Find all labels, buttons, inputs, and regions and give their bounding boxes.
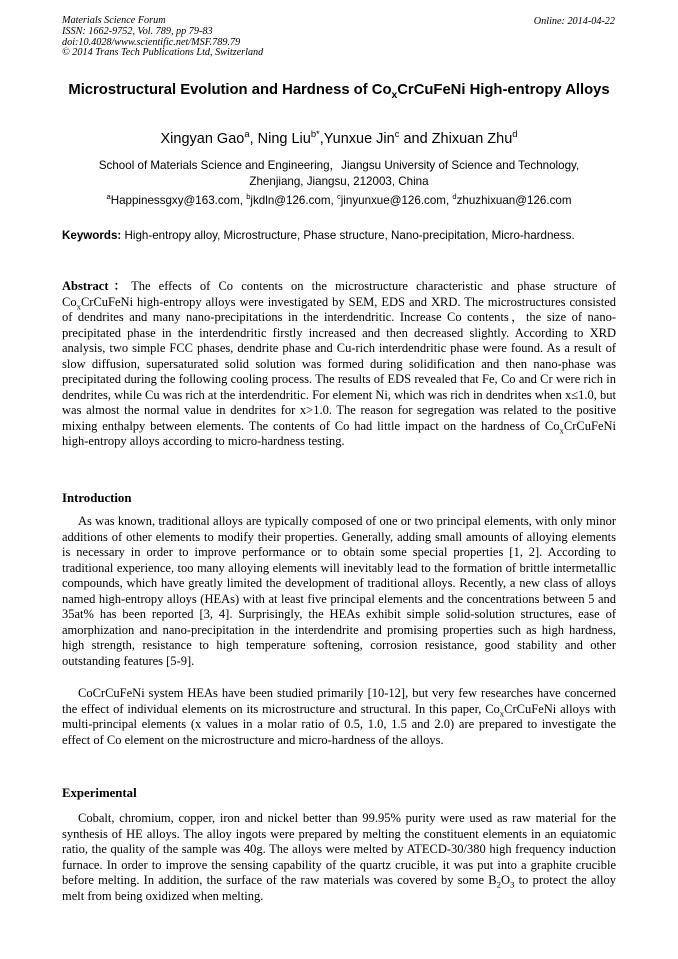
doi-line: doi:10.4028/www.scientific.net/MSF.789.79 (62, 36, 241, 48)
email-sup: d (452, 192, 457, 202)
email-list (62, 193, 616, 208)
author-sup: a (244, 128, 250, 140)
author-list (62, 130, 616, 148)
copyright-line: © 2014 Trans Tech Publications Ltd, Switzerland (62, 47, 264, 59)
affiliation (62, 158, 616, 189)
section-heading-experimental: Experimental (62, 786, 137, 800)
paragraph-text: O (501, 873, 511, 887)
author-name: Yunxue Jin (323, 131, 395, 147)
paragraph-text: Cobalt, chromium, copper, iron and nickel better than 99.95% purity were used as raw material for the synthesis of HE alloys. The alloy ingots were prepared by melting the constituent elements in an equiatomic ratio, the quality of the sample was 40g. The alloys were melted by ATECD-30/380 high frequency induction furnace. In order to improve the sensing capability of the quartz crucible, it was put into a graphite crucible before melting. In addition, the surface of the raw materials was covered by some B (62, 811, 616, 887)
paragraph-sub: 2 (496, 879, 501, 890)
title-sub: x (391, 89, 398, 101)
author-sep: , (249, 131, 258, 147)
paragraph-sub: 3 (510, 879, 515, 890)
email-address: jinyunxue@126.com, (340, 194, 453, 207)
keywords-label: Keywords: (62, 229, 122, 242)
keywords-text: High-entropy alloy, Microstructure, Phase structure, Nano-precipitation, Micro-hardness. (121, 229, 575, 242)
email-sup: c (336, 192, 341, 202)
abstract-text: The effects of Co contents on the microstructure characteristic and phase structure of Co (62, 279, 617, 309)
affiliation-line: School of Materials Science and Engineering，Jiangsu University of Science and Technology, (98, 159, 580, 172)
abstract (62, 279, 616, 450)
author-sup: b* (310, 128, 320, 140)
email-address: zhuzhixuan@126.com (456, 194, 572, 207)
online-date: Online: 2014-04-22 (533, 16, 615, 27)
paper-title (62, 81, 616, 99)
author-name: Zhixuan Zhu (431, 131, 513, 147)
paragraph-text: CoCrCuFeNi system HEAs have been studied primarily [10-12], but very few researches have concerned the effect of individual elements on its microstructure and structural. In this paper, Co (62, 686, 616, 716)
introduction-paragraph-2 (62, 686, 616, 748)
author-sep: , (319, 131, 324, 147)
abstract-label: Abstract： (62, 279, 132, 293)
affiliation-line: Zhenjiang, Jiangsu, 212003, China (249, 174, 429, 188)
abstract-sub: x (76, 301, 81, 311)
author-sup: c (394, 128, 400, 140)
issn-line: ISSN: 1662-9752, Vol. 789, pp 79-83 (62, 25, 213, 37)
author-name: Xingyan Gao (160, 131, 245, 147)
title-part1: Microstructural Evolution and Hardness of Co (68, 82, 392, 98)
email-sup: b (246, 192, 251, 202)
keywords (62, 228, 616, 244)
paragraph-sub: x (499, 708, 505, 718)
experimental-paragraph-1 (62, 811, 616, 904)
email-address: jkdln@126.com, (250, 194, 337, 207)
journal-header (62, 16, 263, 59)
email-address: Happinessgxy@163.com, (110, 194, 247, 207)
email-sup: a (106, 192, 111, 202)
author-sup: d (512, 128, 518, 140)
journal-name: Materials Science Forum (62, 15, 166, 26)
introduction-paragraph-1: As was known, traditional alloys are typically composed of one or two principal elements, with only minor additions of other elements to modify their properties. Generally, adding small amounts of alloying elements is necessary in order to improve performance or to obtain some special properties [1, 2]. According to traditional experience, too many alloying elements will inevitably lead to the formation of brittle intermetallic compounds, which have greatly limited the development of traditional alloys. Recently, a new class of alloys named high-entropy alloys (HEAs) with at least five principal elements and the concentrations between 5 and 35at% has been reported [3, 4]. Surprisingly, the HEAs exhibit simple solid-solution structures, ease of amorphization and nano-precipitation in the interdendrite and promising properties such as high hardness, high strength, resistance to high temperature softening, corrosion resistance, good stability and other outstanding features [5-9]. (62, 514, 616, 668)
paragraph-text: CrCuFeNi alloys with multi-principal elements (x values in a molar ratio of 0.5, 1.0, 1.5 and 2.0) are prepared to investigate the effect of Co element on the microstructure and micro-hardness of the alloys. (62, 701, 616, 747)
author-name: Ning Liu (257, 131, 311, 147)
abstract-text: CrCuFeNi high-entropy alloys were investigated by SEM, EDS and XRD. The microstructures consisted of dendrites and many nano-precipitations in the interdendritic. Increase Co contents，the size of nano-precipitated phase in the interdendritic firstly increased and then decreased slightly. According to XRD analysis, two simple FCC phases, dendrite phase and Cu-rich interdendritic phase were found. As a result of slow diffusion, supersaturated solid solution was formed during solidification and then nano-phase was precipitated during the following cooling process. The results of EDS revealed that Fe, Co and Cr were rich in dendrites, while Cu was rich at the interdendritic. For element Ni, which was rich in dendrites when x≤1.0, but was almost the normal value in dendrites for x>1.0. The reason for segregation was related to the positive mixing enthalpy between elements. The contents of Co had little impact on the hardness of Co (62, 294, 616, 433)
section-heading-introduction: Introduction (62, 491, 132, 505)
abstract-sub: x (559, 425, 564, 435)
abstract-text: CrCuFeNi high-entropy alloys according to micro-hardness testing. (62, 418, 616, 448)
paragraph-text: to protect the alloy melt from being oxidized when melting. (62, 873, 616, 903)
title-part2: CrCuFeNi High-entropy Alloys (397, 82, 610, 98)
author-sep: and (399, 131, 432, 147)
